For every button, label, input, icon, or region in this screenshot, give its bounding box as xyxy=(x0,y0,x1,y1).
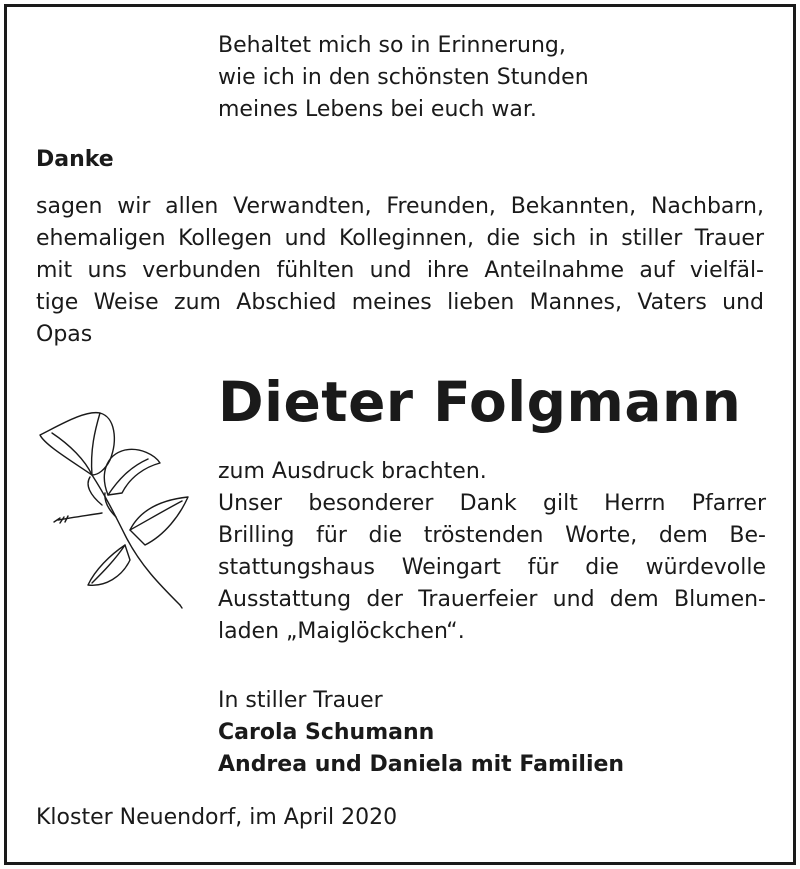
closing-phrase: In stiller Trauer xyxy=(218,688,383,713)
body-line: Ausstattung der Trauerfeier und dem Blumen- xyxy=(218,587,766,612)
body-line: Brilling für die tröstenden Worte, dem Be- xyxy=(218,523,766,548)
motto-verse xyxy=(218,30,738,126)
intro-line: mit uns verbunden fühlten und ihre Anteilnahme auf vielfäl- xyxy=(36,258,764,283)
thanks-intro xyxy=(36,191,764,351)
calla-lily-icon xyxy=(30,405,195,615)
intro-line: sagen wir allen Verwandten, Freunden, Bekannten, Nachbarn, xyxy=(36,194,764,219)
body-line: Unser besonderer Dank gilt Herrn Pfarrer xyxy=(218,491,766,516)
deceased-name: Dieter Folgmann xyxy=(218,370,742,434)
body-line: laden „Maiglöckchen“. xyxy=(218,619,465,644)
body-line: stattungshaus Weingart für die würdevolle xyxy=(218,555,766,580)
intro-line: ehemaligen Kollegen und Kolleginnen, die sich in stiller Trauer xyxy=(36,226,764,251)
intro-line: tige Weise zum Abschied meines lieben Mannes, Vaters und xyxy=(36,290,764,315)
motto-line: Behaltet mich so in Erinnerung, xyxy=(218,33,566,58)
body-line: zum Ausdruck brachten. xyxy=(218,459,487,484)
motto-line: meines Lebens bei euch war. xyxy=(218,97,537,122)
thanks-heading: Danke xyxy=(36,147,114,172)
closing-block xyxy=(218,685,624,781)
place-date: Kloster Neuendorf, im April 2020 xyxy=(36,805,398,830)
thanks-body xyxy=(218,456,766,648)
mourner-name: Andrea und Daniela mit Familien xyxy=(218,752,625,777)
intro-line: Opas xyxy=(36,322,93,347)
mourner-name: Carola Schumann xyxy=(218,720,435,745)
motto-line: wie ich in den schönsten Stunden xyxy=(218,65,589,90)
